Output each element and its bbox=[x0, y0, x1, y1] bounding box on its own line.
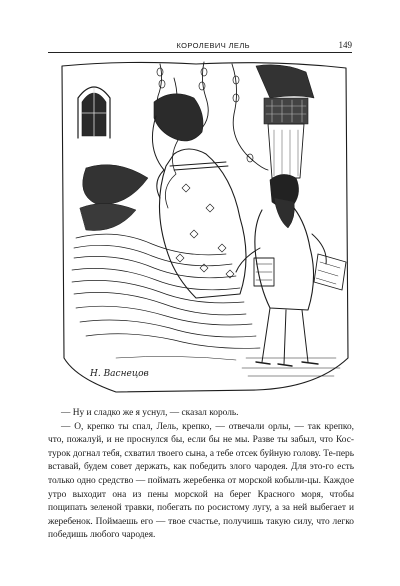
running-title: КОРОЛЕВИЧ ЛЕЛЬ bbox=[176, 41, 250, 50]
body-text bbox=[48, 407, 354, 543]
header-rule bbox=[48, 52, 352, 53]
page-number: 149 bbox=[338, 40, 352, 50]
artist-signature: Н. Васнецов bbox=[90, 369, 149, 379]
illustration bbox=[56, 58, 352, 394]
paragraph: — О, крепко ты спал, Лель, крепко, — отвечали орлы, — так крепко, что, пожалуй, и не проснулся бы, если бы не мы. Разве ты забыл, что Кос-турок догнал тебя, схватил твоего сына, а тебе отсек буйную голову. Те-перь вставай, будем совет держать, как победить злого чародея. Для это-го есть только одно средство — поймать жеребенка от морской кобыли-цы. Каждое утро выходит она из пены морской на берег Красного моря, чтобы пощипать зеленой травки, побегать по росистому лугу, а за ней выбегает и жеребенок. Поймаешь его — твое счастье, получишь такую силу, что легко победишь любого чародея. bbox=[48, 421, 354, 541]
paragraph: — Ну и сладко же я уснул, — сказал король. bbox=[61, 408, 239, 418]
ink-drawing bbox=[56, 58, 352, 394]
page-header bbox=[48, 36, 352, 50]
